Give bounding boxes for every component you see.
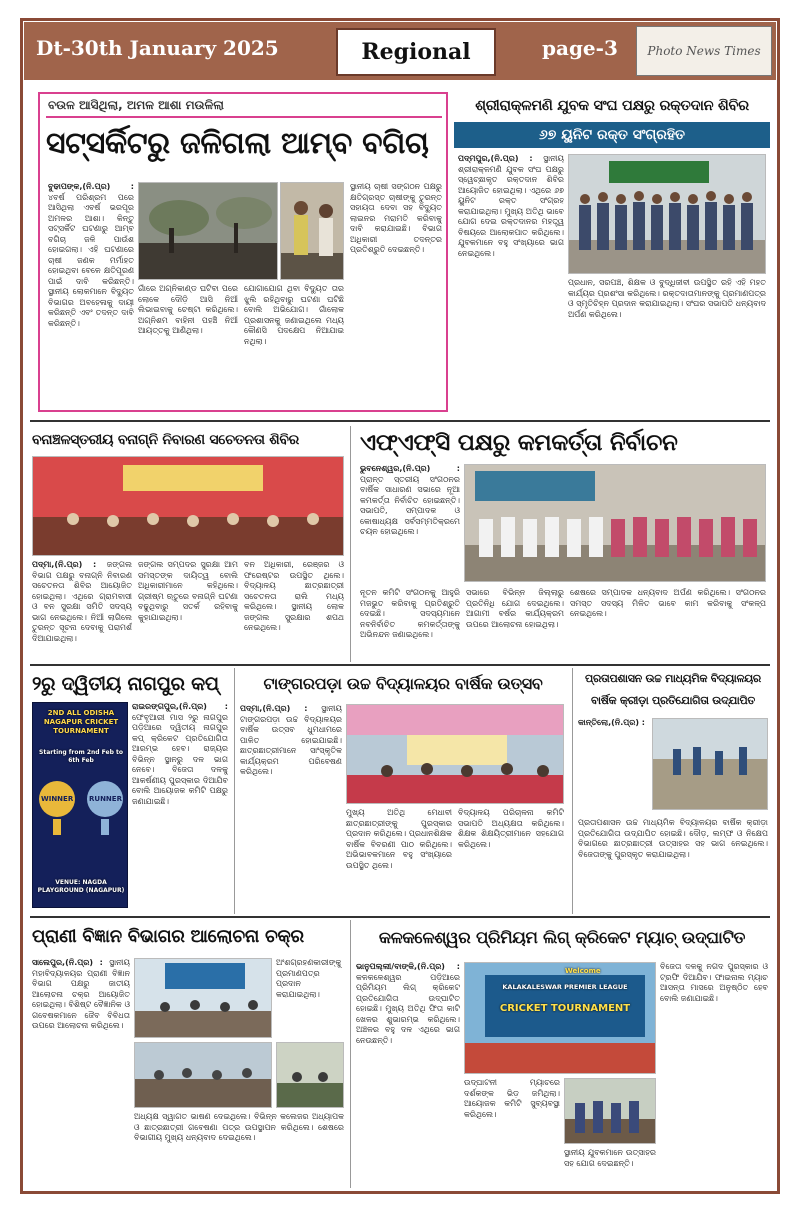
article-column: ବିଜେତା ଦଳକୁ ନଗଦ ପୁରସ୍କାର ଓ ଟ୍ରଫି ଦିଆଯିବ। ଫାଇନାଲ ମ୍ୟାଚ ଆସନ୍ତା ମାସରେ ଅନୁଷ୍ଠିତ ହେବ ବୋଲି ଜଣାଯାଇଛି। xyxy=(660,962,768,1003)
photo-image xyxy=(653,719,768,810)
section-divider xyxy=(30,420,770,422)
photo-image xyxy=(465,963,656,1074)
photo-image xyxy=(281,183,344,280)
office-bearers-photo xyxy=(464,464,766,582)
tournament-poster xyxy=(32,702,128,908)
banner-subheading: CRICKET TOURNAMENT xyxy=(499,1003,631,1014)
dateline: ପଦ୍ମା,(ନି.ପ୍ର) : xyxy=(32,560,97,569)
article-column xyxy=(32,958,130,1186)
dateline: ଭାନୁପଲ୍ଲୀ/ବାଙ୍କି,(ନି.ପ୍ର) : xyxy=(356,962,460,971)
photo-image xyxy=(569,155,766,274)
photo-image xyxy=(135,959,272,1038)
photo-image xyxy=(347,705,564,804)
article-column: ଶେଷରେ ସମ୍ପାଦକ ଧନ୍ୟବାଦ ଅର୍ପଣ କରିଥିଲେ। ସଂଗଠନର ସମସ୍ତ ସଦସ୍ୟ ମିଳିତ ଭାବେ କାମ କରିବାକୁ ସଂକଳ୍ପ ନେଇଥିଲେ। xyxy=(570,588,766,618)
body-text: ଜଙ୍ଗଲ ବିଭାଗ ପକ୍ଷରୁ ବନାଗ୍ନି ନିବାରଣ ସଚେତନତା ଶିବିର ଆୟୋଜିତ ହୋଇଥିଲା। ଏଥିରେ ଗ୍ରାମବାସୀ ଓ ବନ ସୁରକ୍ଷା ସମିତି ସଦସ୍ୟ ଭାଗ ନେଇଥିଲେ। ନିଆଁ ଲାଗିଲେ ତୁରନ୍ତ ସୂଚନା ଦେବାକୁ ପରାମର୍ଶ ଦିଆଯାଇଥିଲା। xyxy=(32,560,132,643)
headline-line-2: ବାର୍ଷିକ କ୍ରୀଡ଼ା ପ୍ରତିଯୋଗିତା ଉଦ୍‌ଯାପିତ xyxy=(591,694,755,707)
article-column: ଗାଁରେ ଅଗ୍ନିକାଣ୍ଡ ଘଟିବା ପରେ ଲୋକେ ଦୌଡ଼ି ଆସି ନିଆଁ ଲିଭାଇବାକୁ ଚେଷ୍ଟା କରିଥିଲେ। ଅଗ୍ନିଶମ ବାହିନୀ ପହଞ୍ଚି ନିଆଁ ଆୟତ୍ତକୁ ଆଣିଥିଲା। xyxy=(138,284,238,335)
seminar-photo-1 xyxy=(134,958,272,1038)
article-column: ବିଦ୍ୟାଳୟ ପରିଚାଳନା କମିଟି ସଭାପତି ଅଧ୍ୟକ୍ଷତା କରିଥିଲେ। ଶିକ୍ଷକ ଶିକ୍ଷୟିତ୍ରୀମାନେ ସହଯୋଗ କରିଥିଲେ। xyxy=(458,808,564,849)
seminar-photo-3 xyxy=(276,1042,344,1108)
article-mango-fire xyxy=(38,92,448,412)
subheadline: ୬୭ ୟୁନିଟ ରକ୍ତ ସଂଗ୍ରହିତ xyxy=(454,122,770,148)
article-kicker: ବଉଳ ଆସିଥିଲା, ଅମଳ ଆଶା ମଉଳିଲା xyxy=(48,98,224,112)
body-text: କଳକଳେଶ୍ୱର ପଡ଼ିଆରେ ପ୍ରିମିୟମ ଲିଗ୍ କ୍ରିକେଟ ପ୍ରତିଯୋଗିତା ଉଦ୍‌ଘାଟିତ ହୋଇଛି। ମୁଖ୍ୟ ଅତିଥି ଫିତା କାଟି ଖେଳର ଶୁଭାରମ୍ଭ କରିଥିଲେ। ଅଞ୍ଚଳର ବହୁ ଦଳ ଏଥିରେ ଭାଗ ନେଉଛନ୍ତି। xyxy=(356,972,460,1045)
article-column: ନୂତନ କମିଟି ସଂଗଠନକୁ ଆହୁରି ମଜଭୁତ କରିବାକୁ ପ୍ରତିଶ୍ରୁତି ଦେଇଛି। ସଦସ୍ୟମାନେ ନବନିର୍ବାଚିତ କମକର୍ତ୍ତାଙ୍କୁ ଅଭିନନ୍ଦନ ଜଣାଇଥିଲେ। xyxy=(360,588,460,639)
article-forest-fire xyxy=(30,426,346,660)
article-column: ସଭାରେ ବିଭିନ୍ନ ଜିଲ୍ଲାରୁ ପ୍ରତିନିଧି ଯୋଗ ଦେଇଥିଲେ। ଆଗାମୀ ବର୍ଷର କାର୍ଯ୍ୟକ୍ରମ ଉପରେ ଆଲୋଚନା ହୋଇଥିଲା। xyxy=(466,588,564,629)
headline: ଶ୍ରୀରାକ୍ଳମଣି ଯୁବକ ସଂଘ ପକ୍ଷରୁ ରକ୍ତଦାନ ଶିବିର xyxy=(475,98,749,114)
dateline: ଭୁବନେଶ୍ୱର,(ନି.ପ୍ର) : xyxy=(360,464,460,473)
article-ffc-election xyxy=(356,426,770,660)
headline-line-1: ପ୍ରତାପଶାସନ ଉଚ୍ଚ ମାଧ୍ୟମିକ ବିଦ୍ୟାଳୟର xyxy=(585,672,761,685)
article-column: ଅଂଶଗ୍ରହଣକାରୀଙ୍କୁ ପ୍ରମାଣପତ୍ର ପ୍ରଦାନ କରାଯାଇଥିଲା। xyxy=(276,958,342,999)
section-label: Regional xyxy=(336,28,496,76)
column-divider xyxy=(572,668,573,914)
body-text: ୪ବର୍ଷ ପରିଶ୍ରମ ପରେ ଆସିଥିଲା ଏବର୍ଷ ଭରପୂର ଅମଳର ଆଶା। କିନ୍ତୁ ସଟ୍‌ସର୍କିଟ ଘଟଣାରୁ ଆମ୍ବ ବଗିଚା ଜଳି ପାଉଁଶ ହୋଇଗଲା। ଏହି ଘଟଣାରେ ଚାଷୀ ଜଣକ ମର୍ମାହତ ହୋଇଥିବା ବେଳେ କ୍ଷତିପୂରଣ ପାଇଁ ଦାବି କରିଛନ୍ତି। ସ୍ଥାନୀୟ ଲୋକମାନେ ବିଦ୍ୟୁତ ବିଭାଗର ଅବହେଳାକୁ ଦାୟୀ କରିଛନ୍ତି ଏବଂ ତଦନ୍ତ ଦାବି କରିଛନ୍ତି। xyxy=(48,192,134,328)
burnt-orchard-photo xyxy=(138,182,278,280)
article-column: ଯୋଗାଯୋଗ ଥିବା ବିଦ୍ୟୁତ ତାର ଝୁଲି ରହିଥିବାରୁ ଘଟଣା ଘଟିଛି ବୋଲି ଅଭିଯୋଗ। ଗାଁଲୋକ ପ୍ରଶାସନକୁ ଜଣାଇଥିଲେ ମଧ୍ୟ କୌଣସି ପଦକ୍ଷେପ ନିଆଯାଇ ନଥିଲା। xyxy=(244,284,344,346)
dateline: କାନ୍ତିଲୋ,(ନି.ପ୍ର) : xyxy=(578,718,645,727)
body-text: ପ୍ରାନ୍ତ ସ୍ତରୀୟ ସଂଗଠନର ବାର୍ଷିକ ସାଧାରଣ ସଭାରେ ନୂଆ କମକର୍ତ୍ତା ନିର୍ବାଚିତ ହୋଇଛନ୍ତି। ସଭାପତି, ସମ୍ପାଦକ ଓ କୋଷାଧ୍ୟକ୍ଷ ସର୍ବସମ୍ମତିକ୍ରମେ ଚୟନ ହୋଇଥିଲେ। xyxy=(360,474,460,536)
article-column: ମୁଖ୍ୟ ଅତିଥି ମେଧାବୀ ଛାତ୍ରଛାତ୍ରୀଙ୍କୁ ପୁରସ୍କାର ପ୍ରଦାନ କରିଥିଲେ। ପ୍ରଧାନଶିକ୍ଷକ ବାର୍ଷିକ ବିବରଣୀ ପାଠ କରିଥିଲେ। ଅଭିଭାବକମାନେ ବହୁ ସଂଖ୍ୟାରେ ଉପସ୍ଥିତ ଥିଲେ। xyxy=(346,808,452,870)
runner-label: RUNNER xyxy=(89,795,122,803)
issue-date: Dt-30th January 2025 xyxy=(36,36,279,60)
photo-image xyxy=(465,465,766,582)
sports-ground-photo xyxy=(652,718,768,810)
article-zoology-seminar xyxy=(30,920,346,1188)
article-column: ସ୍ଥାନୀୟ ଯୁବକମାନେ ଉତ୍ସାହର ସହ ଯୋଗ ଦେଇଛନ୍ତି। xyxy=(564,1148,656,1168)
section-divider xyxy=(30,916,770,918)
seminar-photo-2 xyxy=(134,1042,272,1108)
article-blood-donation xyxy=(454,92,770,410)
article-column: ପ୍ରତାପଶାସନ ଉଚ୍ଚ ମାଧ୍ୟମିକ ବିଦ୍ୟାଳୟର ବାର୍ଷିକ କ୍ରୀଡ଼ା ପ୍ରତିଯୋଗିତା ଉଦ୍‌ଯାପିତ ହୋଇଛି। ଦୌଡ଼, ଲମ୍ଫ ଓ ନିକ୍ଷେପ ବିଭାଗରେ ଛାତ୍ରଛାତ୍ରୀ ଉତ୍ସାହର ସହ ଭାଗ ନେଇଥିଲେ। ବିଜେତାଙ୍କୁ ପୁରସ୍କୃତ କରାଯାଇଥିଲା। xyxy=(578,818,768,859)
banner-heading: KALAKALESWAR PREMIER LEAGUE xyxy=(502,983,628,991)
headline: ବନାଞ୍ଚଳସ୍ତରୀୟ ବନାଗ୍ନି ନିବାରଣ ସଚେତନତା ଶିବିର xyxy=(32,432,299,448)
article-column: ଅଧ୍ୟକ୍ଷ ସ୍ୱାଗତ ଭାଷଣ ଦେଇଥିଲେ। ବିଭିନ୍ନ କଲେଜର ଅଧ୍ୟାପକ ଓ ଛାତ୍ରଛାତ୍ରୀ ଗବେଷଣା ପତ୍ର ଉପସ୍ଥାପନ କରିଥିଲେ। ଶେଷରେ ବିଭାଗୀୟ ମୁଖ୍ୟ ଧନ୍ୟବାଦ ଦେଇଥିଲେ। xyxy=(134,1112,344,1142)
article-column xyxy=(356,962,460,1186)
body-text: ସ୍ଥାନୀୟ ଟାଙ୍ଗରପଡ଼ା ଉଚ୍ଚ ବିଦ୍ୟାଳୟର ବାର୍ଷିକ ଉତ୍ସବ ଧୁମଧାମରେ ପାଳିତ ହୋଇଯାଇଛି। ଛାତ୍ରଛାତ୍ରୀମାନେ ସାଂସ୍କୃତିକ କାର୍ଯ୍ୟକ୍ରମ ପରିବେଷଣ କରିଥିଲେ। xyxy=(240,704,342,776)
article-column xyxy=(240,704,342,910)
dateline: ବୁଢାପଙ୍କ,(ନି.ପ୍ର) : xyxy=(48,182,134,191)
article-nagpur-cup xyxy=(30,668,230,912)
headline: ଏଫ୍‌ଏଫ୍‌ସି ପକ୍ଷରୁ କମକର୍ତ୍ତା ନିର୍ବାଚନ xyxy=(360,430,678,456)
headline: କଳକଳେଶ୍ୱର ପ୍ରିମିୟମ ଲିଗ୍ କ୍ରିକେଟ ମ୍ୟାଚ୍ ଉଦ୍‌ଘାଟିତ xyxy=(378,928,746,947)
article-column: ବନ ଅଧିକାରୀ, ରେଞ୍ଜର ଓ ଫରେଷ୍ଟର ଉପସ୍ଥିତ ଥିଲେ। ବିଦ୍ୟାଳୟ ଛାତ୍ରଛାତ୍ରୀ ସଚେତନତା ରାଲି ମଧ୍ୟ କରିଥିଲେ। ସ୍ଥାନୀୟ ଲୋକ ଜଙ୍ଗଲ ସୁରକ୍ଷାର ଶପଥ ନେଇଥିଲେ। xyxy=(244,560,344,632)
article-column xyxy=(132,702,228,908)
column-divider xyxy=(234,668,235,914)
article-sports-meet xyxy=(576,668,770,912)
photo-image xyxy=(277,1043,344,1108)
photo-image xyxy=(135,1043,272,1108)
poster-dates: Starting from 2nd Feb to 6th Feb xyxy=(39,749,123,764)
article-column: ପ୍ରଧାନ, ସରପଞ୍ଚ, ଶିକ୍ଷକ ଓ ବୁଦ୍ଧିଜୀବୀ ଉପସ୍ଥିତ ରହି ଏହି ମହତ କାର୍ଯ୍ୟର ପ୍ରଶଂସା କରିଥିଲେ। ରକ୍ତଦାତାମାନଙ୍କୁ ପ୍ରମାଣପତ୍ର ଓ ସ୍ମୃତିଚିହ୍ନ ପ୍ରଦାନ କରାଯାଇଥିଲା। ସଂଘର ସଭାପତି ଧନ୍ୟବାଦ ଅର୍ପଣ କରିଥିଲେ। xyxy=(568,278,766,319)
article-column xyxy=(458,154,564,406)
article-column xyxy=(32,560,132,658)
article-column xyxy=(360,464,460,584)
body-text: ସ୍ଥାନୀୟ ମହାବିଦ୍ୟାଳୟର ପ୍ରାଣୀ ବିଜ୍ଞାନ ବିଭାଗ ପକ୍ଷରୁ ଜାତୀୟ ଆଲୋଚନା ଚକ୍ର ଆୟୋଜିତ ହୋଇଥିଲା। ବିଶିଷ୍ଟ ବୈଜ୍ଞାନିକ ଓ ଗବେଷକମାନେ ଜୈବ ବିବିଧତା ଉପରେ ଆଲୋଚନା କରିଥିଲେ। xyxy=(32,958,130,1030)
article-column xyxy=(48,182,134,404)
article-premier-league xyxy=(354,920,770,1188)
photo-image xyxy=(33,457,344,556)
tournament-banner-photo xyxy=(464,962,656,1074)
masthead-bar xyxy=(24,22,776,80)
body-text: ଫେବୃଆରୀ ମାସ ୨ରୁ ନାଗପୁର ପଡ଼ିଆରେ ଦ୍ୱିତୀୟ ନାଗପୁର କପ୍ କ୍ରିକେଟ ପ୍ରତିଯୋଗିତା ଆରମ୍ଭ ହେବ। ରାଜ୍ୟର ବିଭିନ୍ନ ସ୍ଥାନରୁ ଦଳ ଭାଗ ନେବେ। ବିଜେତା ଦଳକୁ ଆକର୍ଷଣୀୟ ପୁରସ୍କାର ଦିଆଯିବ ବୋଲି ଆୟୋଜକ କମିଟି ପକ୍ଷରୁ ଜଣାଯାଇଛି। xyxy=(132,712,228,806)
guests-photo xyxy=(564,1078,656,1144)
winner-label: WINNER xyxy=(41,795,74,803)
page-number: page-3 xyxy=(542,36,618,60)
poster-venue: VENUE: NAGDA PLAYGROUND (NAGAPUR) xyxy=(37,879,125,894)
stage-event-photo xyxy=(346,704,564,804)
headline: ସଟ୍‌ସର୍କିଟରୁ ଜଳିଗଲା ଆମ୍ବ ବଗିଚା xyxy=(46,126,429,161)
headline: ୨ରୁ ଦ୍ୱିତୀୟ ନାଗପୁର କପ୍ xyxy=(32,673,219,695)
body-text: ସ୍ଥାନୀୟ ଶ୍ରୀରାକ୍ଳମଣି ଯୁବକ ସଂଘ ପକ୍ଷରୁ ସ୍ୱେଚ୍ଛାକୃତ ରକ୍ତଦାନ ଶିବିର ଆୟୋଜିତ ହୋଇଥିଲା। ଏଥିରେ ୬୭ ୟୁନିଟ ରକ୍ତ ସଂଗ୍ରହ କରାଯାଇଥିଲା। ମୁଖ୍ୟ ଅତିଥି ଭାବେ ଯୋଗ ଦେଇ ରକ୍ତଦାନର ମହତ୍ତ୍ୱ ବିଷୟରେ ଆଲୋକପାତ କରିଥିଲେ। ଯୁବକମାନେ ବହୁ ସଂଖ୍ୟାରେ ଭାଗ ନେଇଥିଲେ। xyxy=(458,154,564,258)
dateline: ପଦ୍ମପୁର,(ନି.ପ୍ର) : xyxy=(458,154,533,163)
photo-image xyxy=(139,183,278,280)
dateline: ପଦ୍ମା,(ନି.ପ୍ର) : xyxy=(240,704,308,713)
blood-camp-photo xyxy=(568,154,766,274)
farmers-photo xyxy=(280,182,344,280)
divider xyxy=(46,116,442,118)
awareness-camp-photo xyxy=(32,456,344,556)
dateline: ରାଇରଙ୍ଗପୁର,(ନି.ପ୍ର) : xyxy=(132,702,228,711)
headline: ପ୍ରାଣୀ ବିଜ୍ଞାନ ବିଭାଗର ଆଲୋଚନା ଚକ୍ର xyxy=(32,926,304,947)
section-divider xyxy=(30,664,770,666)
article-school-annual-day xyxy=(238,668,568,912)
column-divider xyxy=(350,426,351,662)
column-divider xyxy=(350,920,351,1188)
article-column: ସ୍ଥାନୀୟ ଚାଷୀ ସଙ୍ଗଠନ ପକ୍ଷରୁ କ୍ଷତିଗ୍ରସ୍ତ ଚାଷୀଙ୍କୁ ତୁରନ୍ତ ସହାୟତା ଦେବା ସହ ବିଦ୍ୟୁତ ଲାଇନର ମରାମତି କରିବାକୁ ଦାବି କରାଯାଇଛି। ବିଭାଗ ଅଧିକାରୀ ତଦନ୍ତର ପ୍ରତିଶ୍ରୁତି ଦେଇଛନ୍ତି। xyxy=(350,182,442,254)
banner-welcome: Welcome xyxy=(565,967,601,975)
article-column: ଉଦ୍‌ଘାଟନୀ ମ୍ୟାଚରେ ଦର୍ଶକଙ୍କ ଭିଡ଼ ଜମିଥିଲା। ଆୟୋଜକ କମିଟି ସୁବ୍ୟବସ୍ଥା କରିଥିଲେ। xyxy=(464,1078,560,1119)
photo-image xyxy=(565,1079,656,1144)
poster-heading: 2ND ALL ODISHA NAGAPUR CRICKET TOURNAMENT xyxy=(43,709,119,735)
headline: ଟାଙ୍ଗରପଡ଼ା ଉଚ୍ଚ ବିଦ୍ୟାଳୟର ବାର୍ଷିକ ଉତ୍ସବ xyxy=(263,674,543,693)
trophy-icon xyxy=(33,767,128,847)
article-column xyxy=(578,718,648,818)
article-column: ଜଙ୍ଗଲ ସମ୍ପଦର ସୁରକ୍ଷା ଆମ ସମସ୍ତଙ୍କ ଦାୟିତ୍ୱ ବୋଲି ଅଧିକାରୀମାନେ କହିଥିଲେ। ଗ୍ରୀଷ୍ମ ଋତୁରେ ବନାଗ୍ନି ଘଟଣା ବଢୁଥିବାରୁ ସତର୍କ ରହିବାକୁ କୁହାଯାଇଥିଲା। xyxy=(138,560,238,622)
newspaper-logo: Photo News Times xyxy=(636,26,772,76)
dateline: ସାଲେପୁର,(ନି.ପ୍ର) : xyxy=(32,958,103,967)
